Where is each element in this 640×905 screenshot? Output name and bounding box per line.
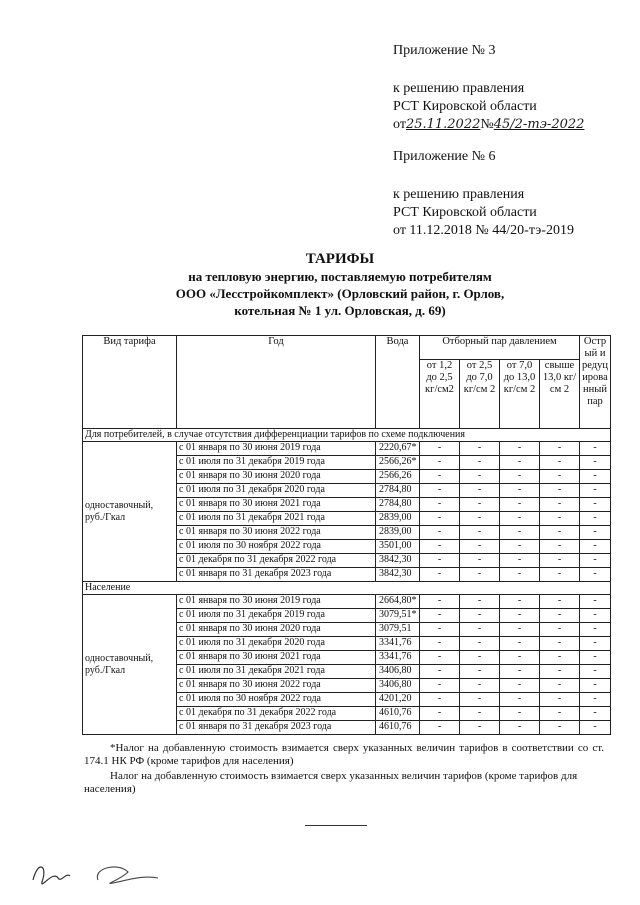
- note-vat-2: Налог на добавленную стоимость взимается сверх указанных величин тарифов (кроме тарифов для населения): [84, 770, 578, 795]
- empty-tariff-cell: -: [500, 568, 540, 582]
- empty-tariff-cell: -: [500, 665, 540, 679]
- empty-tariff-cell: -: [500, 540, 540, 554]
- header-year: Год: [177, 336, 376, 429]
- period-cell: с 01 июля по 31 декабря 2019 года: [177, 609, 376, 623]
- empty-tariff-cell: -: [420, 442, 460, 456]
- empty-tariff-cell: -: [500, 498, 540, 512]
- empty-tariff-cell: -: [420, 595, 460, 609]
- empty-tariff-cell: -: [540, 470, 580, 484]
- period-cell: с 01 июля по 31 декабря 2020 года: [177, 637, 376, 651]
- empty-tariff-cell: -: [580, 623, 611, 637]
- empty-tariff-cell: -: [500, 651, 540, 665]
- empty-tariff-cell: -: [500, 637, 540, 651]
- empty-tariff-cell: -: [460, 721, 500, 735]
- empty-tariff-cell: -: [460, 665, 500, 679]
- empty-tariff-cell: -: [460, 554, 500, 568]
- water-tariff-cell: 2784,80: [376, 498, 420, 512]
- header-water: Вода: [376, 336, 420, 429]
- empty-tariff-cell: -: [540, 568, 580, 582]
- empty-tariff-cell: -: [540, 623, 580, 637]
- period-cell: с 01 января по 30 июня 2022 года: [177, 679, 376, 693]
- water-tariff-cell: 3842,30: [376, 554, 420, 568]
- period-cell: с 01 июля по 31 декабря 2021 года: [177, 512, 376, 526]
- empty-tariff-cell: -: [500, 721, 540, 735]
- decision-line: к решению правления: [393, 81, 525, 96]
- empty-tariff-cell: -: [580, 707, 611, 721]
- section-label: Для потребителей, в случае отсутствия дифференциации тарифов по схеме подключения: [83, 429, 611, 442]
- signatures: [28, 850, 188, 895]
- empty-tariff-cell: -: [500, 609, 540, 623]
- empty-tariff-cell: -: [420, 609, 460, 623]
- empty-tariff-cell: -: [420, 484, 460, 498]
- empty-tariff-cell: -: [460, 442, 500, 456]
- empty-tariff-cell: -: [420, 637, 460, 651]
- empty-tariff-cell: -: [540, 540, 580, 554]
- empty-tariff-cell: -: [540, 707, 580, 721]
- empty-tariff-cell: -: [540, 526, 580, 540]
- empty-tariff-cell: -: [580, 693, 611, 707]
- empty-tariff-cell: -: [500, 526, 540, 540]
- empty-tariff-cell: -: [500, 456, 540, 470]
- empty-tariff-cell: -: [420, 526, 460, 540]
- empty-tariff-cell: -: [540, 498, 580, 512]
- header-steam-3: от 7,0 до 13,0 кг/см 2: [500, 360, 540, 429]
- note-vat-1: *Налог на добавленную стоимость взимается сверх указанных величин тарифов в соответствии со ст. 174.1 НК РФ (кроме тарифов для населения): [84, 742, 604, 767]
- period-cell: с 01 июля по 30 ноября 2022 года: [177, 693, 376, 707]
- header-tariff-type: Вид тарифа: [83, 336, 177, 429]
- tariff-type-cell: одноставочный, руб./Гкал: [83, 442, 177, 582]
- water-tariff-cell: 3079,51: [376, 623, 420, 637]
- empty-tariff-cell: -: [580, 540, 611, 554]
- empty-tariff-cell: -: [460, 623, 500, 637]
- empty-tariff-cell: -: [580, 484, 611, 498]
- section-row-population: [83, 582, 611, 595]
- header-steam-4: свыше 13,0 кг/см 2: [540, 360, 580, 429]
- empty-tariff-cell: -: [460, 651, 500, 665]
- empty-tariff-cell: -: [420, 470, 460, 484]
- empty-tariff-cell: -: [580, 595, 611, 609]
- water-tariff-cell: 2566,26: [376, 470, 420, 484]
- empty-tariff-cell: -: [540, 665, 580, 679]
- empty-tariff-cell: -: [580, 609, 611, 623]
- empty-tariff-cell: -: [540, 637, 580, 651]
- empty-tariff-cell: -: [500, 707, 540, 721]
- empty-tariff-cell: -: [420, 512, 460, 526]
- notes: [84, 742, 604, 796]
- period-cell: с 01 июля по 31 декабря 2020 года: [177, 484, 376, 498]
- empty-tariff-cell: -: [540, 609, 580, 623]
- table-row: [83, 595, 611, 609]
- section-label: Население: [83, 582, 611, 595]
- empty-tariff-cell: -: [420, 721, 460, 735]
- empty-tariff-cell: -: [460, 637, 500, 651]
- empty-tariff-cell: -: [460, 512, 500, 526]
- water-tariff-cell: 2784,80: [376, 484, 420, 498]
- empty-tariff-cell: -: [540, 484, 580, 498]
- water-tariff-cell: 3406,80: [376, 679, 420, 693]
- empty-tariff-cell: -: [460, 609, 500, 623]
- header-sharp-steam: Острый и редуцированный пар: [580, 336, 611, 429]
- empty-tariff-cell: -: [580, 637, 611, 651]
- decision-date-line: от25.11.2022№45/2-тэ-2022: [393, 117, 585, 132]
- water-tariff-cell: 3341,76: [376, 637, 420, 651]
- empty-tariff-cell: -: [420, 498, 460, 512]
- empty-tariff-cell: -: [580, 554, 611, 568]
- period-cell: с 01 января по 30 июня 2021 года: [177, 498, 376, 512]
- empty-tariff-cell: -: [500, 623, 540, 637]
- water-tariff-cell: 2839,00: [376, 526, 420, 540]
- empty-tariff-cell: -: [580, 498, 611, 512]
- period-cell: с 01 января по 30 июня 2022 года: [177, 526, 376, 540]
- title-line-1: на тепловую энергию, поставляемую потребителям: [188, 269, 492, 284]
- separator-line: [305, 825, 367, 826]
- empty-tariff-cell: -: [460, 484, 500, 498]
- period-cell: с 01 января по 31 декабря 2023 года: [177, 568, 376, 582]
- empty-tariff-cell: -: [540, 595, 580, 609]
- period-cell: с 01 января по 30 июня 2020 года: [177, 623, 376, 637]
- period-cell: с 01 января по 30 июня 2021 года: [177, 651, 376, 665]
- empty-tariff-cell: -: [420, 623, 460, 637]
- empty-tariff-cell: -: [580, 442, 611, 456]
- empty-tariff-cell: -: [460, 568, 500, 582]
- appendix-header-1: [393, 42, 584, 134]
- empty-tariff-cell: -: [580, 470, 611, 484]
- empty-tariff-cell: -: [460, 526, 500, 540]
- empty-tariff-cell: -: [500, 554, 540, 568]
- water-tariff-cell: 3079,51*: [376, 609, 420, 623]
- period-cell: с 01 января по 31 декабря 2023 года: [177, 721, 376, 735]
- period-cell: с 01 июля по 31 декабря 2021 года: [177, 665, 376, 679]
- water-tariff-cell: 4610,76: [376, 707, 420, 721]
- empty-tariff-cell: -: [420, 568, 460, 582]
- empty-tariff-cell: -: [580, 512, 611, 526]
- period-cell: с 01 января по 30 июня 2019 года: [177, 442, 376, 456]
- water-tariff-cell: 2566,26*: [376, 456, 420, 470]
- empty-tariff-cell: -: [540, 651, 580, 665]
- empty-tariff-cell: -: [580, 679, 611, 693]
- empty-tariff-cell: -: [460, 470, 500, 484]
- empty-tariff-cell: -: [460, 595, 500, 609]
- tariff-table: [82, 335, 611, 735]
- title-line-2: ООО «Лесстройкомплект» (Орловский район, г. Орлов,: [175, 286, 505, 301]
- decision-date-line: от 11.12.2018 № 44/20-тэ-2019: [393, 223, 574, 238]
- empty-tariff-cell: -: [460, 693, 500, 707]
- water-tariff-cell: 3501,00: [376, 540, 420, 554]
- empty-tariff-cell: -: [420, 665, 460, 679]
- authority-line: РСТ Кировской области: [393, 99, 537, 114]
- table-row: [83, 442, 611, 456]
- period-cell: с 01 декабря по 31 декабря 2022 года: [177, 554, 376, 568]
- empty-tariff-cell: -: [500, 512, 540, 526]
- empty-tariff-cell: -: [420, 651, 460, 665]
- period-cell: с 01 января по 30 июня 2019 года: [177, 595, 376, 609]
- header-steam-1: от 1,2 до 2,5 кг/см2: [420, 360, 460, 429]
- empty-tariff-cell: -: [420, 554, 460, 568]
- period-cell: с 01 декабря по 31 декабря 2022 года: [177, 707, 376, 721]
- empty-tariff-cell: -: [420, 693, 460, 707]
- empty-tariff-cell: -: [580, 665, 611, 679]
- period-cell: с 01 января по 30 июня 2020 года: [177, 470, 376, 484]
- water-tariff-cell: 2220,67*: [376, 442, 420, 456]
- empty-tariff-cell: -: [460, 456, 500, 470]
- water-tariff-cell: 2664,80*: [376, 595, 420, 609]
- empty-tariff-cell: -: [460, 498, 500, 512]
- handwritten-number: 45/2-тэ-2022: [493, 117, 585, 132]
- empty-tariff-cell: -: [500, 679, 540, 693]
- water-tariff-cell: 3341,76: [376, 651, 420, 665]
- authority-line: РСТ Кировской области: [393, 205, 537, 220]
- empty-tariff-cell: -: [580, 456, 611, 470]
- empty-tariff-cell: -: [420, 540, 460, 554]
- water-tariff-cell: 3406,80: [376, 665, 420, 679]
- empty-tariff-cell: -: [540, 693, 580, 707]
- empty-tariff-cell: -: [420, 679, 460, 693]
- period-cell: с 01 июля по 31 декабря 2019 года: [177, 456, 376, 470]
- water-tariff-cell: 3842,30: [376, 568, 420, 582]
- empty-tariff-cell: -: [540, 456, 580, 470]
- header-steam: Отборный пар давлением: [420, 336, 580, 360]
- empty-tariff-cell: -: [540, 512, 580, 526]
- period-cell: с 01 июля по 30 ноября 2022 года: [177, 540, 376, 554]
- empty-tariff-cell: -: [500, 470, 540, 484]
- title-line-3: котельная № 1 ул. Орловская, д. 69): [234, 303, 446, 318]
- empty-tariff-cell: -: [540, 679, 580, 693]
- handwritten-date: 25.11.2022: [405, 117, 481, 132]
- empty-tariff-cell: -: [500, 693, 540, 707]
- section-row-consumers: [83, 429, 611, 442]
- empty-tariff-cell: -: [540, 721, 580, 735]
- tariff-type-cell: одноставочный, руб./Гкал: [83, 595, 177, 735]
- empty-tariff-cell: -: [580, 721, 611, 735]
- appendix-header-2: [393, 148, 574, 240]
- water-tariff-cell: 2839,00: [376, 512, 420, 526]
- empty-tariff-cell: -: [500, 442, 540, 456]
- empty-tariff-cell: -: [540, 554, 580, 568]
- empty-tariff-cell: -: [580, 568, 611, 582]
- decision-line: к решению правления: [393, 187, 525, 202]
- appendix-title: Приложение № 6: [393, 149, 496, 164]
- document-title: [60, 250, 620, 319]
- water-tariff-cell: 4201,20: [376, 693, 420, 707]
- empty-tariff-cell: -: [420, 456, 460, 470]
- appendix-title: Приложение № 3: [393, 43, 496, 58]
- title-main: ТАРИФЫ: [305, 251, 375, 267]
- empty-tariff-cell: -: [460, 707, 500, 721]
- empty-tariff-cell: -: [420, 707, 460, 721]
- empty-tariff-cell: -: [580, 651, 611, 665]
- header-steam-2: от 2,5 до 7,0 кг/см 2: [460, 360, 500, 429]
- empty-tariff-cell: -: [500, 484, 540, 498]
- empty-tariff-cell: -: [540, 442, 580, 456]
- empty-tariff-cell: -: [580, 526, 611, 540]
- empty-tariff-cell: -: [460, 679, 500, 693]
- empty-tariff-cell: -: [500, 595, 540, 609]
- empty-tariff-cell: -: [460, 540, 500, 554]
- water-tariff-cell: 4610,76: [376, 721, 420, 735]
